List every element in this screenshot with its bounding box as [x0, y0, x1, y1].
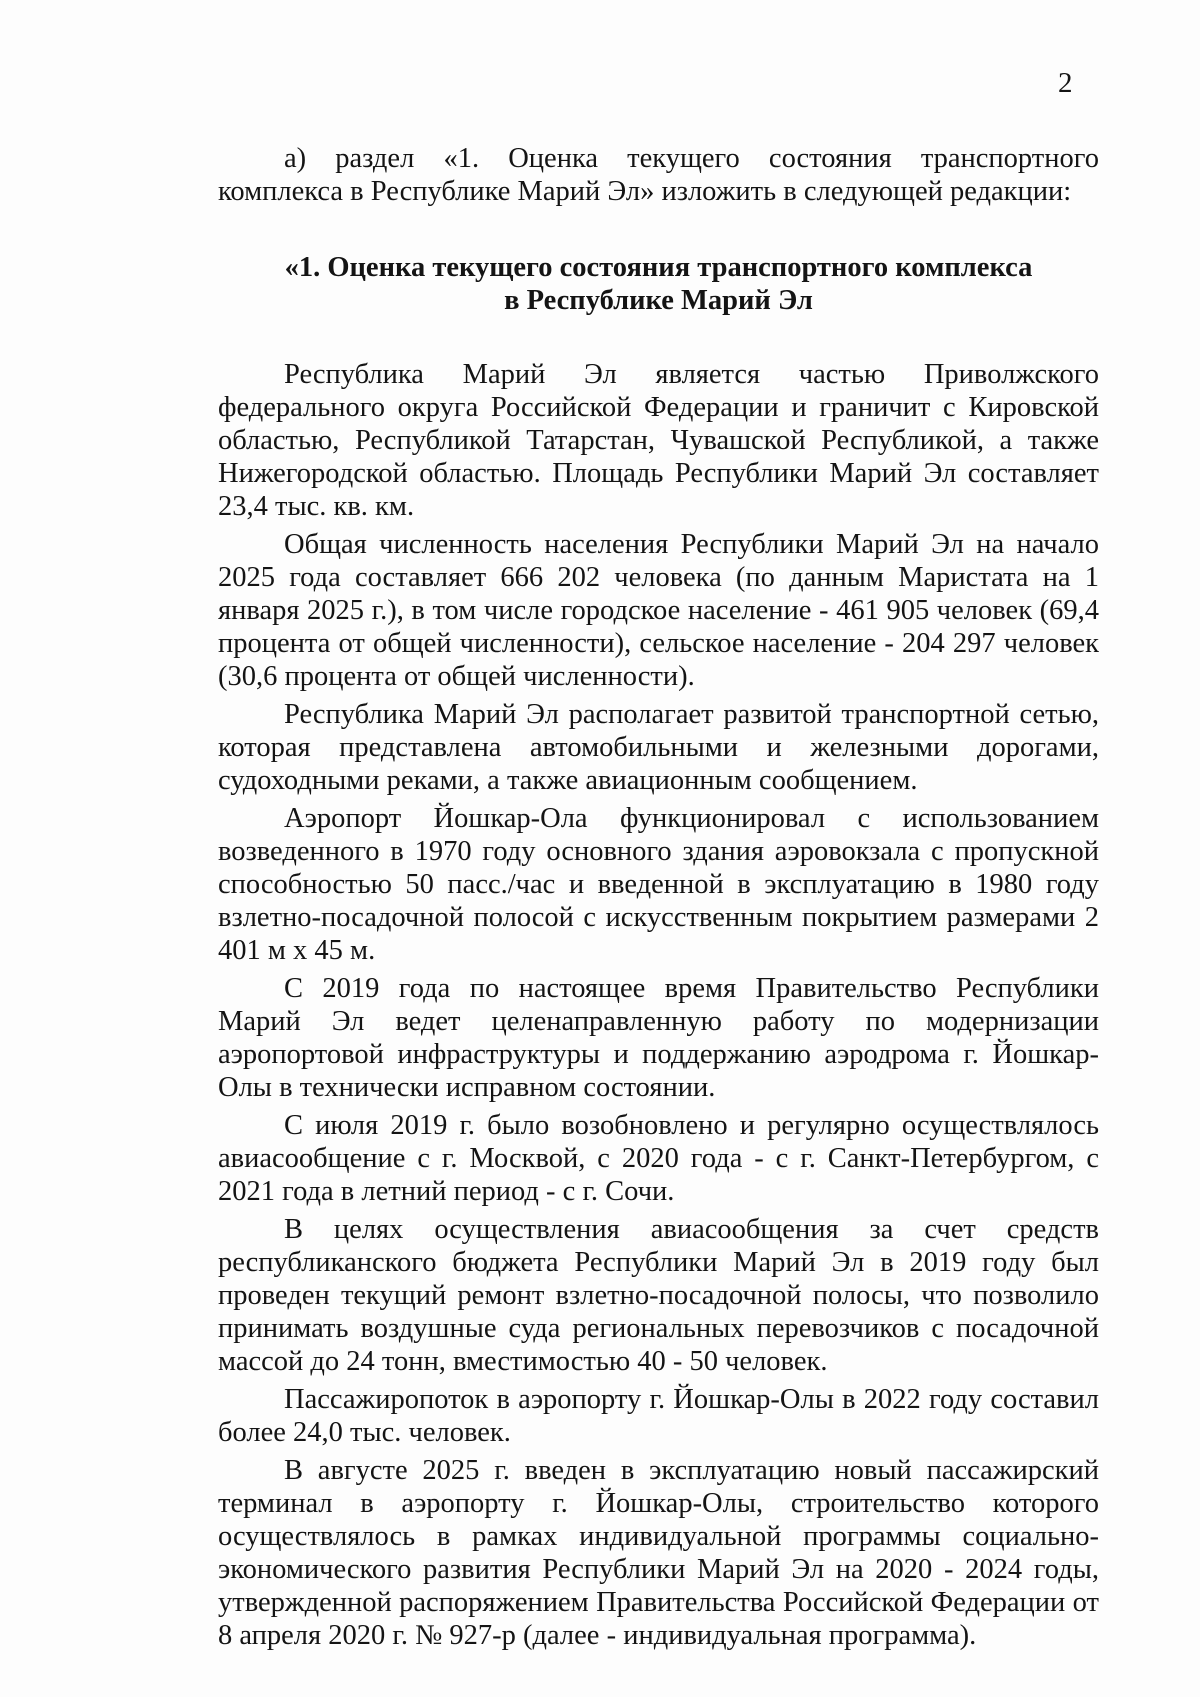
- paragraph-modernization: С 2019 года по настоящее время Правительство Республики Марий Эл ведет целенаправленную работу по модернизации аэропортовой инфраструктуры и поддержанию аэродрома г. Йошкар-Олы в технически исправном состоянии.: [218, 973, 1099, 1103]
- intro-paragraph: а) раздел «1. Оценка текущего состояния транспортного комплекса в Республике Марий Эл» изложить в следующей редакции:: [218, 143, 1099, 207]
- section-heading: [218, 251, 1099, 317]
- paragraph-new-terminal: В августе 2025 г. введен в эксплуатацию новый пассажирский терминал в аэропорту г. Йошкар-Олы, строительство которого осуществлялось в рамках индивидуальной программы социально-экономического развития Республики Марий Эл на 2020 - 2024 годы, утвержденной распоряжением Правительства Российской Федерации от 8 апреля 2020 г. № 927-р (далее - индивидуальная программа).: [218, 1455, 1099, 1651]
- paragraph-transport-network: Республика Марий Эл располагает развитой транспортной сетью, которая представлена автомобильными и железными дорогами, судоходными реками, а также авиационным сообщением.: [218, 699, 1099, 796]
- document-body: [218, 142, 1099, 1657]
- paragraph-runway-repair: В целях осуществления авиасообщения за счет средств республиканского бюджета Республики Марий Эл в 2019 году был проведен текущий ремонт взлетно-посадочной полосы, что позволило принимать воздушные суда региональных перевозчиков с посадочной массой до 24 тонн, вместимостью 40 - 50 человек.: [218, 1214, 1099, 1377]
- paragraph-location: Республика Марий Эл является частью Приволжского федерального округа Российской Федерации и граничит с Кировской областью, Республикой Татарстан, Чувашской Республикой, а также Нижегородской областью. Площадь Республики Марий Эл составляет 23,4 тыс. кв. км.: [218, 359, 1099, 522]
- section-heading-line-2: в Республике Марий Эл: [504, 285, 813, 316]
- paragraph-population: Общая численность населения Республики Марий Эл на начало 2025 года составляет 666 202 человека (по данным Маристата на 1 января 2025 г.), в том числе городское население - 461 905 человек (69,4 процента от общей численности), сельское население - 204 297 человек (30,6 процента от общей численности).: [218, 529, 1099, 692]
- paragraph-airport-history: Аэропорт Йошкар-Ола функционировал с использованием возведенного в 1970 году основного здания аэровокзала с пропускной способностью 50 пасс./час и введенной в эксплуатацию в 1980 году взлетно-посадочной полосой с искусственным покрытием размерами 2 401 м х 45 м.: [218, 803, 1099, 966]
- page-number: 2: [1058, 67, 1073, 99]
- paragraph-flights: С июля 2019 г. было возобновлено и регулярно осуществлялось авиасообщение с г. Москвой, с 2020 года - с г. Санкт-Петербургом, с 2021 года в летний период - с г. Сочи.: [218, 1110, 1099, 1207]
- paragraph-passenger-traffic: Пассажиропоток в аэропорту г. Йошкар-Олы в 2022 году составил более 24,0 тыс. человек.: [218, 1384, 1099, 1448]
- section-heading-line-1: «1. Оценка текущего состояния транспортного комплекса: [284, 252, 1033, 283]
